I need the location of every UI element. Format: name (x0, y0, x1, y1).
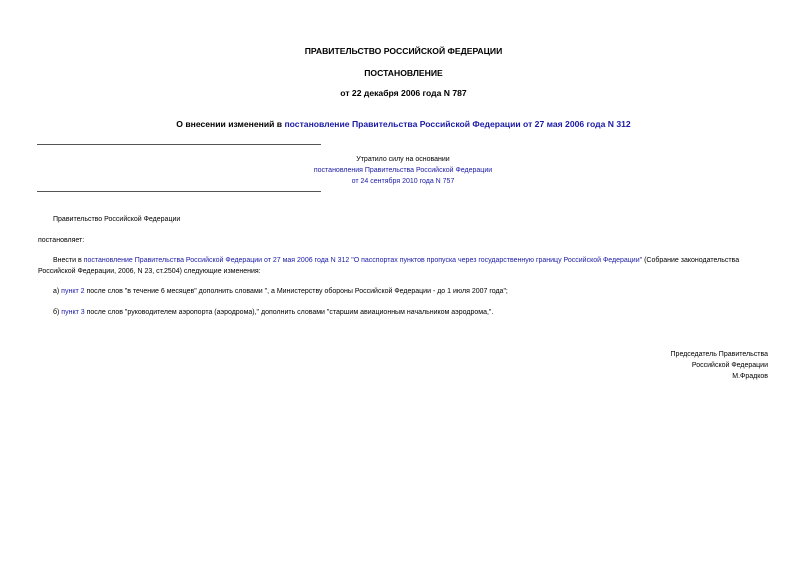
government-heading: ПРАВИТЕЛЬСТВО РОССИЙСКОЙ ФЕДЕРАЦИИ (304, 46, 503, 56)
para1-prefix: Внести в (53, 257, 84, 264)
para1-suffix: (Собрание законодательства Российской Федерации, 2006, N 23, ст.2504) следующие изменения: (38, 257, 740, 275)
amended-decree-link[interactable]: постановление Правительства Российской Федерации от 27 мая 2006 года N 312 "О пасспортах пунктов пропуска через государственную границу Российской Федерации" (83, 257, 643, 264)
signature-block (671, 349, 768, 382)
decrees-text: постановляет: (38, 237, 85, 244)
repeal-decree-link-line1[interactable]: постановления Правительства Российской Федерации (313, 167, 493, 174)
signature-position-line2: Российской Федерации (691, 362, 768, 369)
item-a-text: после слов "в течение 6 месяцев" дополнить словами ", а Министерству обороны Российской Федерации - до 1 июля 2007 года"; (84, 288, 508, 295)
repeal-note-bottom-rule (37, 191, 321, 192)
item-b (53, 307, 493, 318)
date-number-heading: от 22 декабря 2006 года N 787 (340, 88, 467, 98)
signature-position-line1: Председатель Правительства (670, 351, 768, 358)
repeal-note-top-rule (37, 144, 321, 145)
title-amended-decree-link[interactable]: постановление Правительства Российской Федерации от 27 мая 2006 года N 312 (284, 119, 631, 129)
document-title (0, 119, 807, 129)
repeal-note-text: Утратило силу на основании (356, 156, 450, 163)
repeal-note (300, 154, 506, 187)
item-a-clause-link[interactable]: пункт 2 (61, 288, 85, 295)
doc-type-heading: ПОСТАНОВЛЕНИЕ (364, 68, 443, 78)
item-a (53, 286, 508, 297)
signature-name: М.Фрадков (732, 373, 768, 380)
item-b-clause-link[interactable]: пункт 3 (61, 309, 85, 316)
issuer-text: Правительство Российской Федерации (53, 216, 181, 223)
item-a-prefix: а) (53, 288, 62, 295)
title-prefix: О внесении изменений в (176, 119, 285, 129)
item-b-text: после слов "руководителем аэропорта (аэродрома)," дополнить словами "старшим авиационным начальником аэродрома,". (84, 309, 494, 316)
item-b-prefix: б) (53, 309, 62, 316)
repeal-decree-link-line2[interactable]: от 24 сентября 2010 года N 757 (351, 178, 455, 185)
main-paragraph (38, 256, 769, 277)
